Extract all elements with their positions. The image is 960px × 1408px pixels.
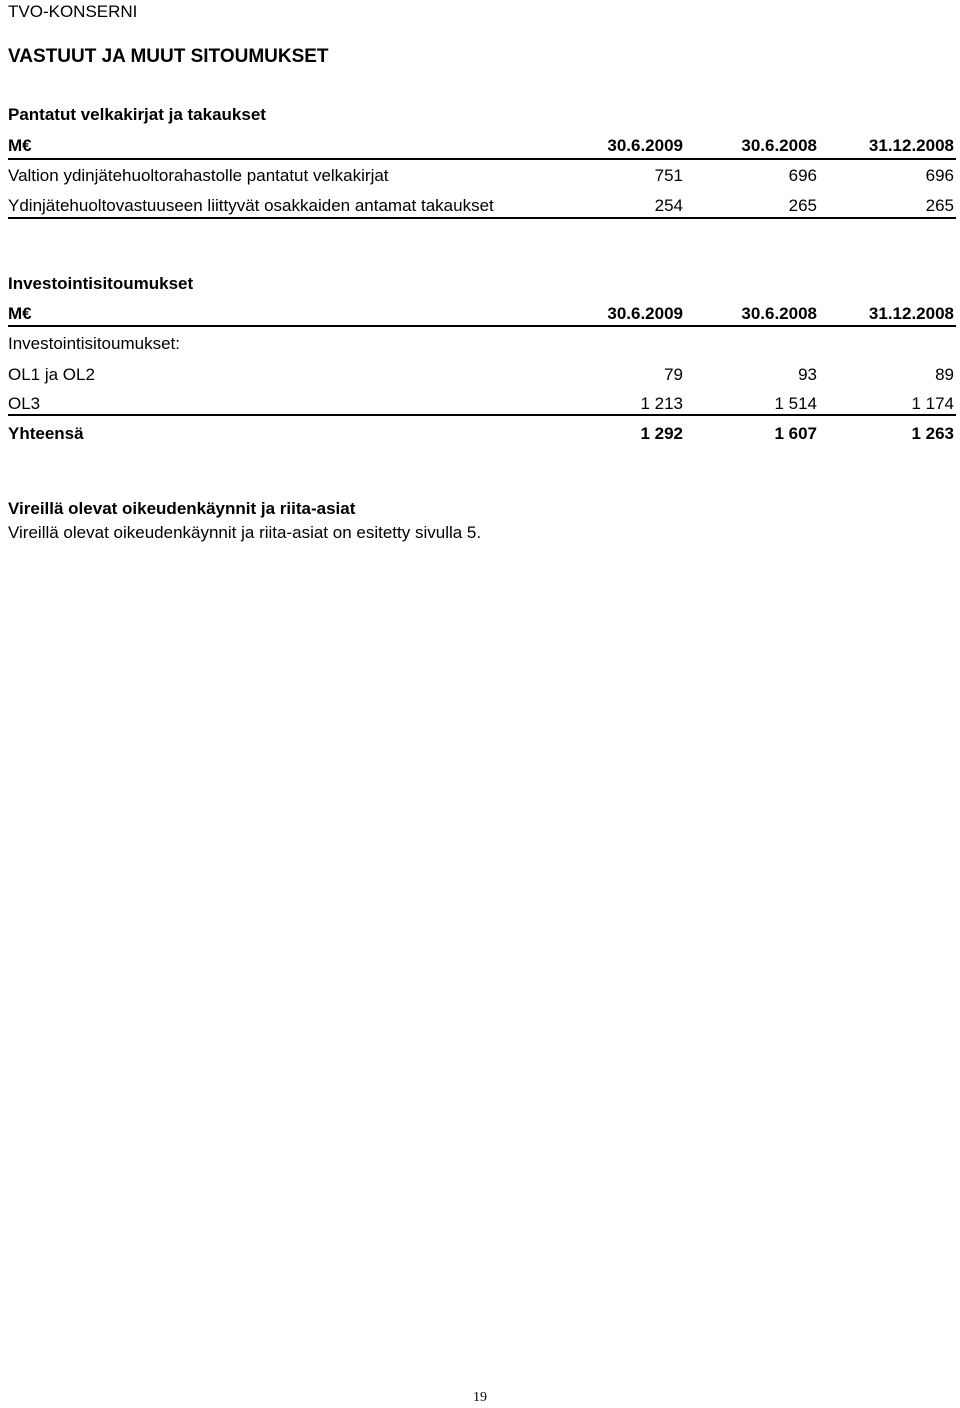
investments-table-header (8, 302, 954, 326)
table-bottom-divider (8, 217, 956, 219)
table-row (8, 164, 954, 188)
row-label: Valtion ydinjätehuoltorahastolle pantatut velkakirjat (8, 166, 389, 185)
cell-value: 1 514 (774, 394, 817, 413)
cell-value: 89 (935, 365, 954, 384)
cell-value: 254 (654, 196, 683, 215)
column-header-2009-06: 30.6.2009 (607, 136, 683, 155)
total-divider (8, 414, 956, 416)
cell-value: 1 174 (911, 394, 954, 413)
cell-value: 79 (664, 365, 683, 384)
total-value: 1 292 (640, 424, 683, 443)
cell-value: 93 (798, 365, 817, 384)
total-value: 1 263 (911, 424, 954, 443)
page-title: VASTUUT JA MUUT SITOUMUKSET (8, 46, 329, 67)
cell-value: 1 213 (640, 394, 683, 413)
total-value: 1 607 (774, 424, 817, 443)
row-label: Ydinjätehuoltovastuuseen liittyvät osakkaiden antamat takaukset (8, 196, 494, 215)
investments-section-title: Investointisitoumukset (8, 274, 194, 293)
column-header-2008-12: 31.12.2008 (868, 304, 954, 323)
header-divider (8, 158, 956, 160)
cell-value: 751 (654, 166, 683, 185)
column-header-2008-06: 30.6.2008 (741, 136, 817, 155)
table-row (8, 363, 954, 387)
cell-value: 265 (788, 196, 817, 215)
pledges-table-header (8, 134, 954, 158)
row-label: OL1 ja OL2 (8, 365, 95, 384)
row-label: OL3 (8, 394, 41, 413)
cell-value: 696 (788, 166, 817, 185)
table-subheading (8, 332, 954, 356)
total-label: Yhteensä (8, 424, 84, 443)
litigation-text: Vireillä olevat oikeudenkäynnit ja riita-asiat on esitetty sivulla 5. (8, 523, 482, 542)
column-header-2008-06: 30.6.2008 (741, 304, 817, 323)
cell-value: 696 (925, 166, 954, 185)
page-number: 19 (473, 1390, 487, 1405)
subheading-label: Investointisitoumukset: (8, 334, 180, 353)
table-row (8, 194, 954, 218)
cell-value: 265 (925, 196, 954, 215)
column-header-unit: M€ (8, 304, 32, 323)
column-header-unit: M€ (8, 136, 32, 155)
litigation-section-title: Vireillä olevat oikeudenkäynnit ja riita-asiat (8, 499, 356, 518)
total-row (8, 422, 954, 446)
pledges-section-title: Pantatut velkakirjat ja takaukset (8, 105, 266, 124)
header-divider (8, 325, 956, 327)
table-row (8, 392, 954, 416)
company-name: TVO-KONSERNI (8, 2, 138, 21)
column-header-2009-06: 30.6.2009 (607, 304, 683, 323)
column-header-2008-12: 31.12.2008 (868, 136, 954, 155)
